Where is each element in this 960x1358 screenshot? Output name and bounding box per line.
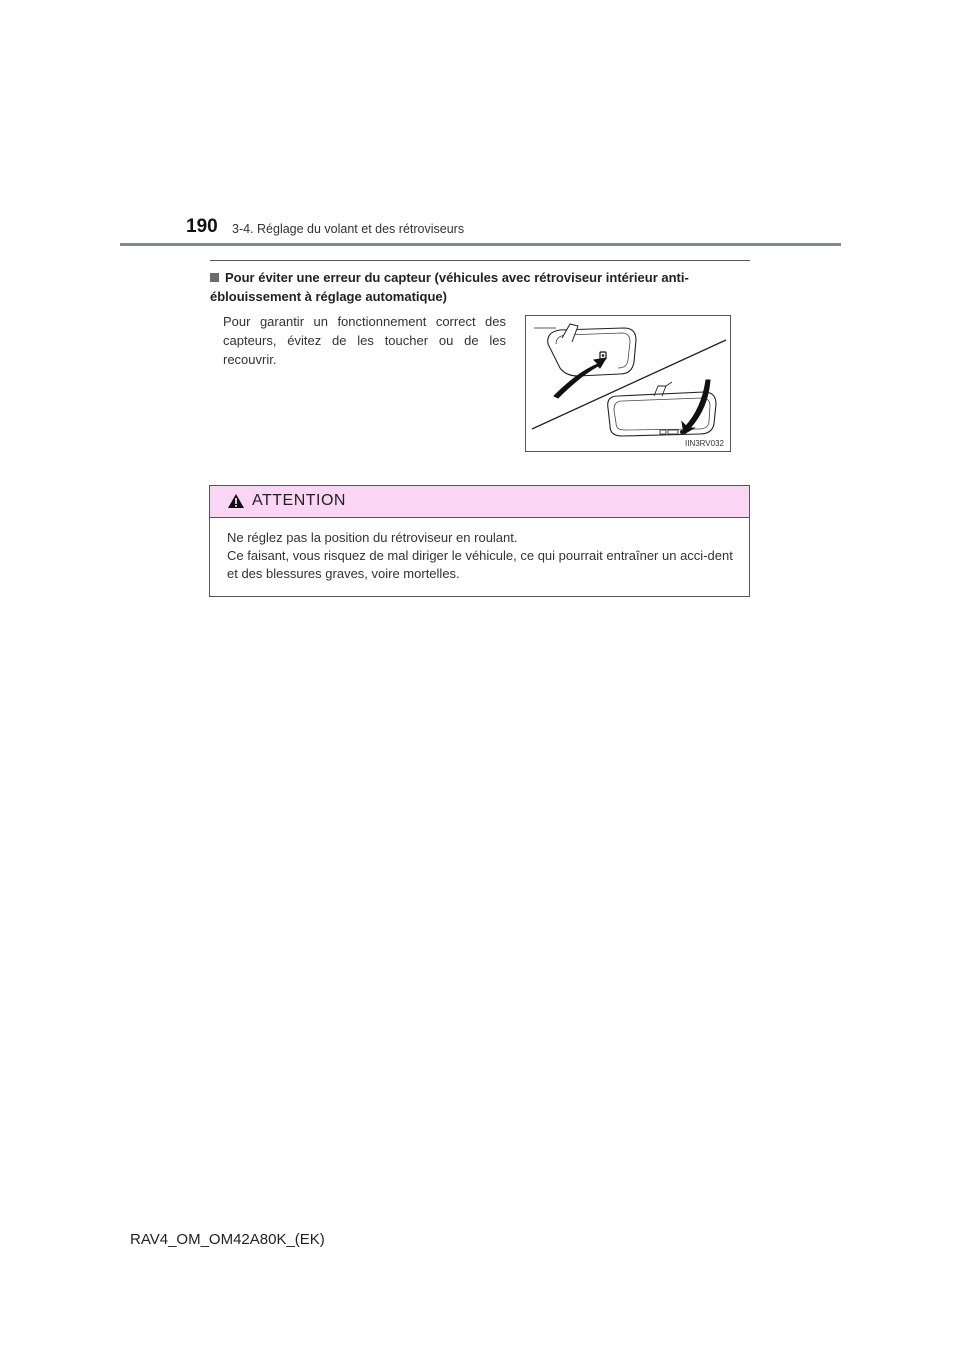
section-heading	[210, 268, 750, 306]
page-number: 190	[186, 216, 218, 237]
attention-header	[210, 486, 749, 518]
header-rule	[120, 243, 841, 246]
chapter-title: 3-4. Réglage du volant et des rétroviseurs	[232, 222, 465, 236]
mirror-sensor-figure	[525, 315, 731, 452]
attention-title: ATTENTION	[252, 492, 346, 509]
attention-line2: Ce faisant, vous risquez de mal diriger le véhicule, ce qui pourrait entraîner un acci-dent et des blessures graves, voire mortelles.	[227, 548, 733, 581]
figure-code: IIN3RV032	[685, 439, 724, 448]
section-body: Pour garantir un fonctionnement correct des capteurs, évitez de les toucher ou de les recouvrir.	[223, 314, 506, 367]
attention-line1: Ne réglez pas la position du rétroviseur en roulant.	[227, 530, 518, 545]
attention-body	[210, 518, 749, 583]
footer-code: RAV4_OM_OM42A80K_(EK)	[130, 1231, 325, 1248]
attention-box	[209, 485, 750, 597]
bullet-icon	[210, 273, 219, 282]
section-heading-line1: Pour éviter une erreur du capteur (véhicules avec rétroviseur intérieur anti-	[225, 270, 689, 285]
section-heading-line2: éblouissement à réglage automatique)	[210, 289, 447, 304]
section-rule	[210, 260, 750, 261]
mirror-illustration	[526, 316, 730, 451]
warning-icon	[227, 493, 245, 509]
